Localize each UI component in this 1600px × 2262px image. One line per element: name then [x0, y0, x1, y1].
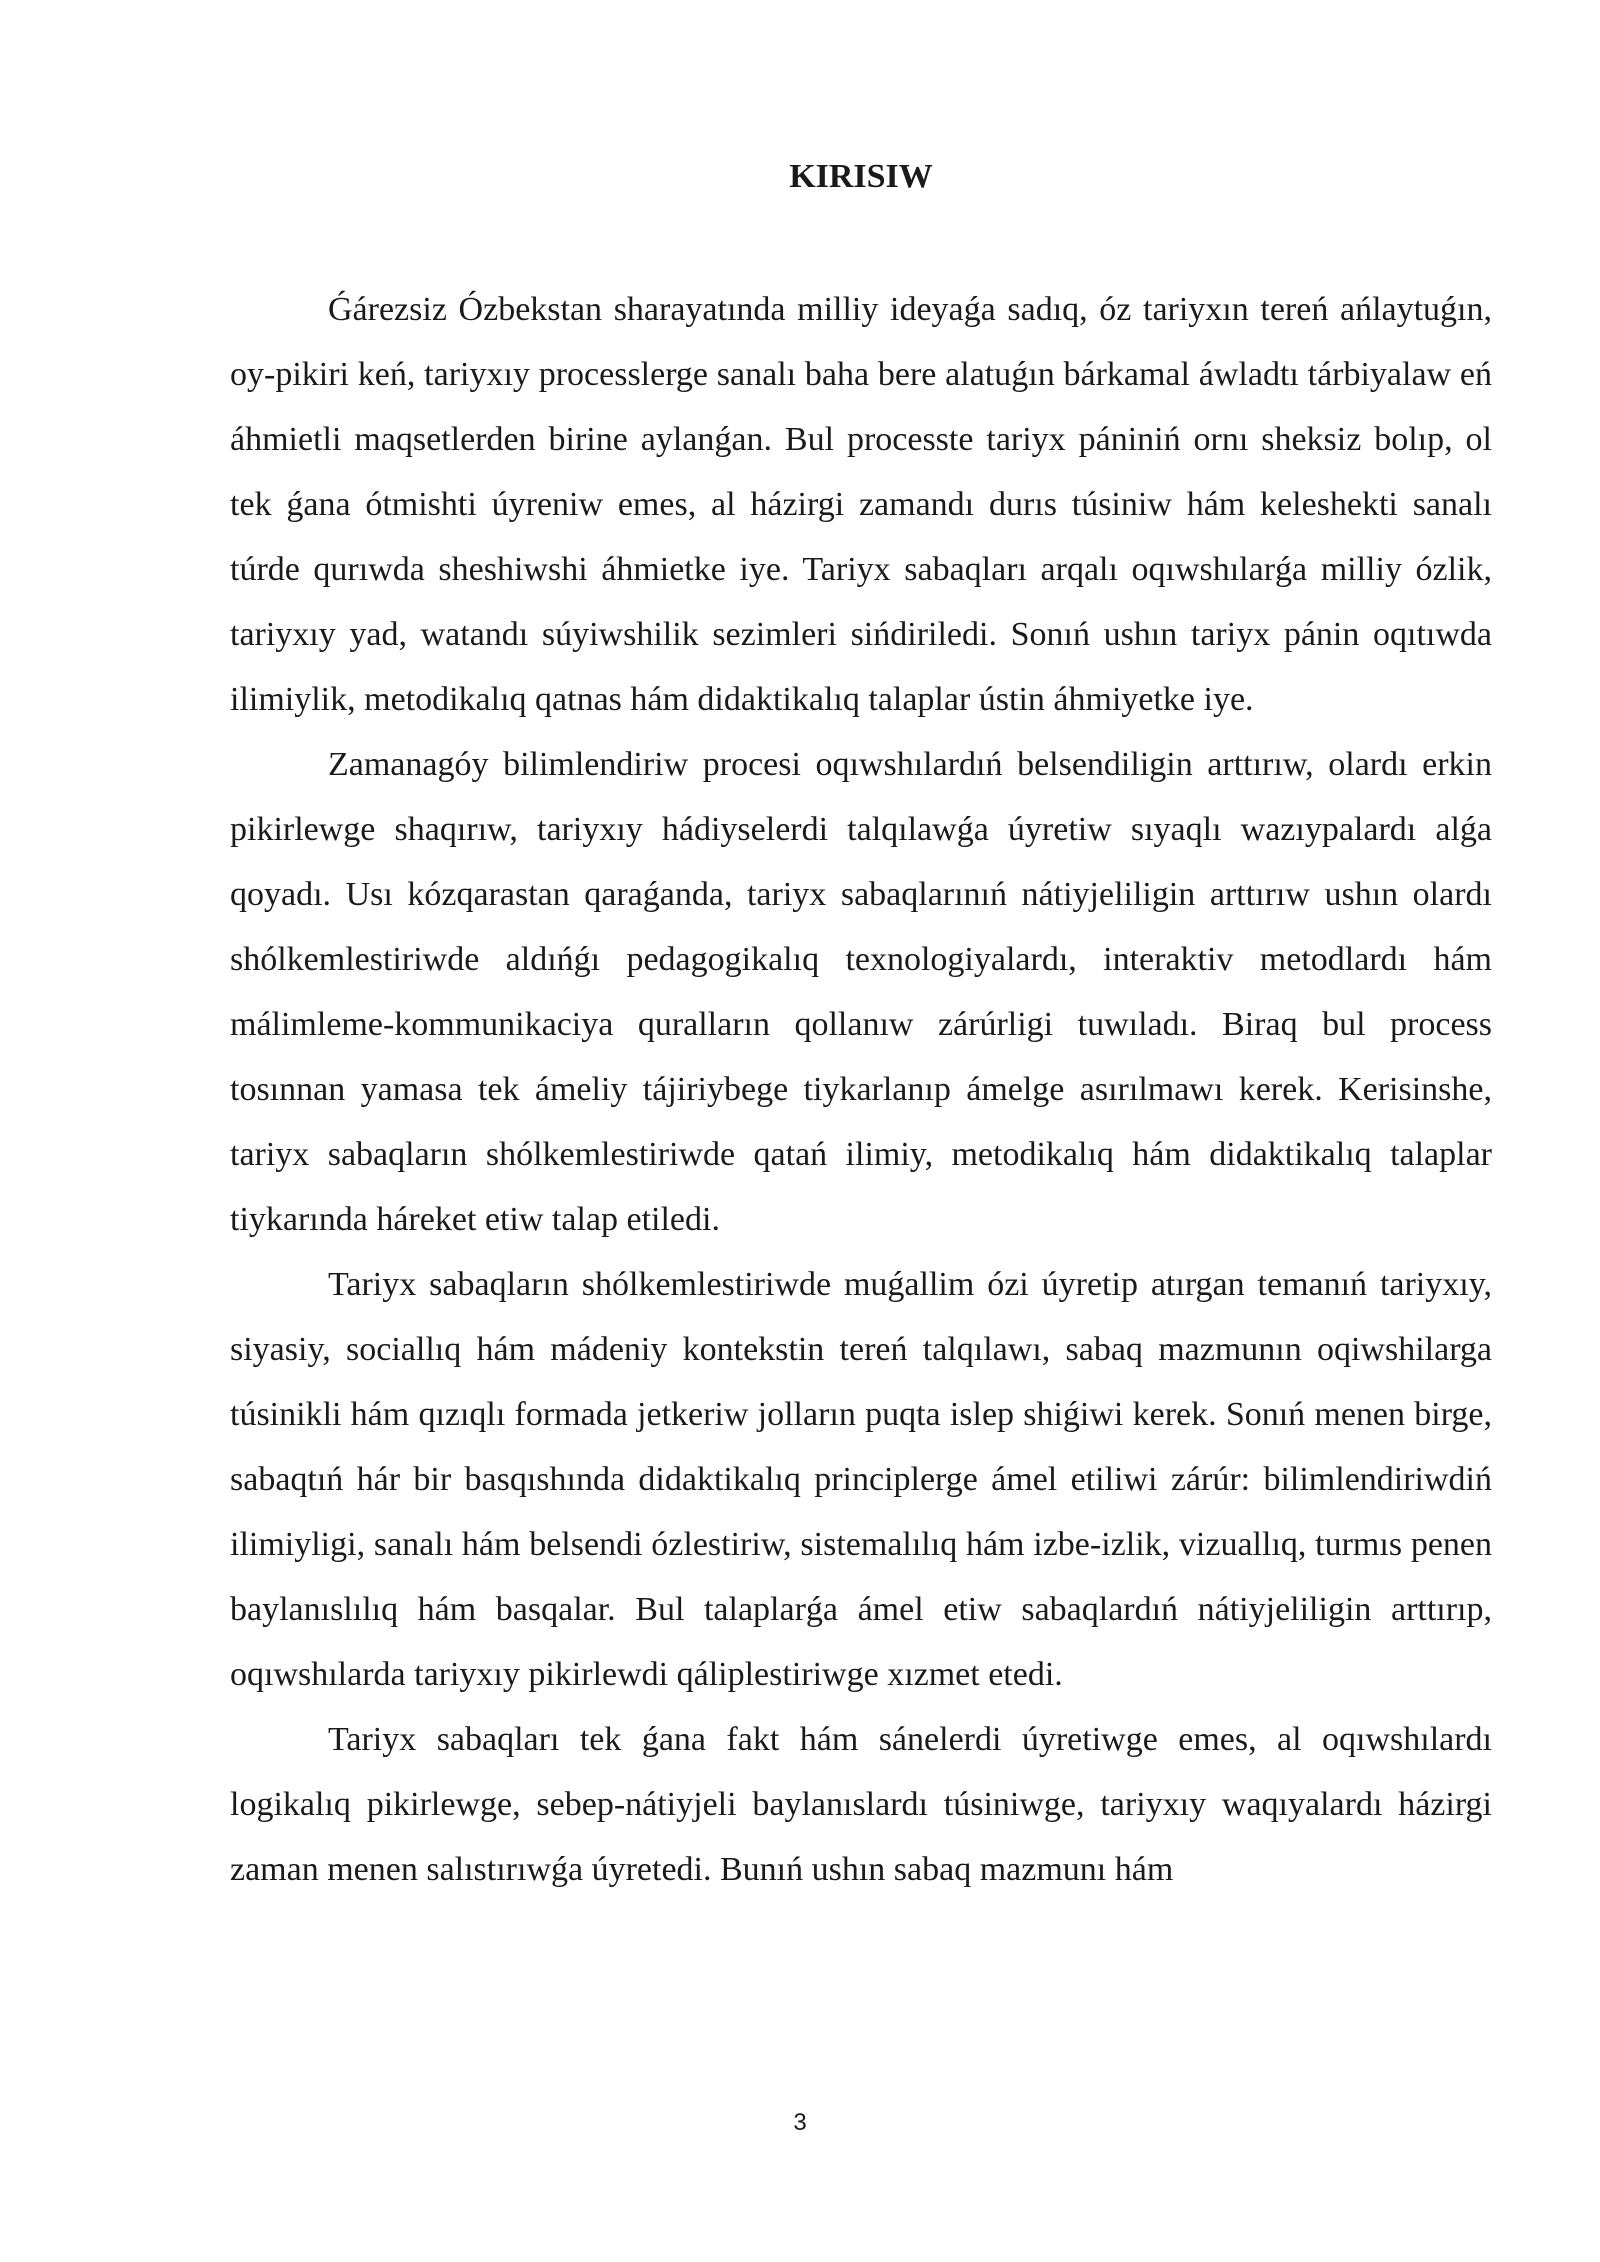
body-text	[230, 277, 1492, 1902]
paragraph-1: Ǵárezsiz Ózbekstan sharayatında milliy ideyaǵa sadıq, óz tariyxın tereń ańlaytuǵın, oy-pikiri keń, tariyxıy processlerge sanalı baha bere alatuǵın bárkamal áwladtı tárbiyalaw eń áhmietli maqsetlerden birine aylanǵan. Bul processte tariyx pániniń ornı sheksiz bolıp, ol tek ǵana ótmishti úyreniw emes, al házirgi zamandı durıs túsiniw hám keleshekti sanalı túrde qurıwda sheshiwshi áhmietke iye. Tariyx sabaqları arqalı oqıwshılarǵa milliy ózlik, tariyxıy yad, watandı súyiwshilik sezimleri sińdiriledi. Sonıń ushın tariyx pánin oqıtıwda ilimiylik, metodikalıq qatnas hám didaktikalıq talaplar ústin áhmiyetke iye.	[230, 291, 1492, 718]
paragraph-2: Zamanagóy bilimlendiriw procesi oqıwshılardıń belsendiligin arttırıw, olardı erkin pikirlewge shaqırıw, tariyxıy hádiyselerdi talqılawǵa úyretiw sıyaqlı wazıypalardı alǵa qoyadı. Usı kózqarastan qaraǵanda, tariyx sabaqlarınıń nátiyjeliligin arttırıw ushın olardı shólkemlestiriwde aldıńǵı pedagogikalıq texnologiyalardı, interaktiv metodlardı hám málimleme-kommunikaciya quralların qollanıw zárúrligi tuwıladı. Biraq bul process tosınnan yamasa tek ámeliy tájiriybege tiykarlanıp ámelge asırılmawı kerek. Kerisinshe, tariyx sabaqların shólkemlestiriwde qatań ilimiy, metodikalıq hám didaktikalıq talaplar tiykarında háreket etiw talap etiledi.	[230, 746, 1492, 1238]
page-title: KIRISIW	[789, 158, 933, 195]
paragraph-3: Tariyx sabaqların shólkemlestiriwde muǵallim ózi úyretip atırgan temanıń tariyxıy, siyasiy, sociallıq hám mádeniy kontekstin tereń talqılawı, sabaq mazmunın oqiwshilarga túsinikli hám qızıqlı formada jetkeriw jolların puqta islep shiǵiwi kerek. Sonıń menen birge, sabaqtıń hár bir basqıshında didaktikalıq principlerge ámel etiliwi zárúr: bilimlendiriwdiń ilimiyligi, sanalı hám belsendi ózlestiriw, sistemalılıq hám izbe-izlik, vizuallıq, turmıs penen baylanıslılıq hám basqalar. Bul talaplarǵa ámel etiw sabaqlardıń nátiyjeliligin arttırıp, oqıwshılarda tariyxıy pikirlewdi qáliplestiriwge xızmet etedi.	[230, 1266, 1492, 1693]
page-number: 3	[793, 2109, 807, 2136]
paragraph-4: Tariyx sabaqları tek ǵana fakt hám sánelerdi úyretiwge emes, al oqıwshılardı logikalıq pikirlewge, sebep-nátiyjeli baylanıslardı túsiniwge, tariyxıy waqıyalardı házirgi zaman menen salıstırıwǵa úyretedi. Bunıń ushın sabaq mazmunı hám	[230, 1721, 1492, 1888]
